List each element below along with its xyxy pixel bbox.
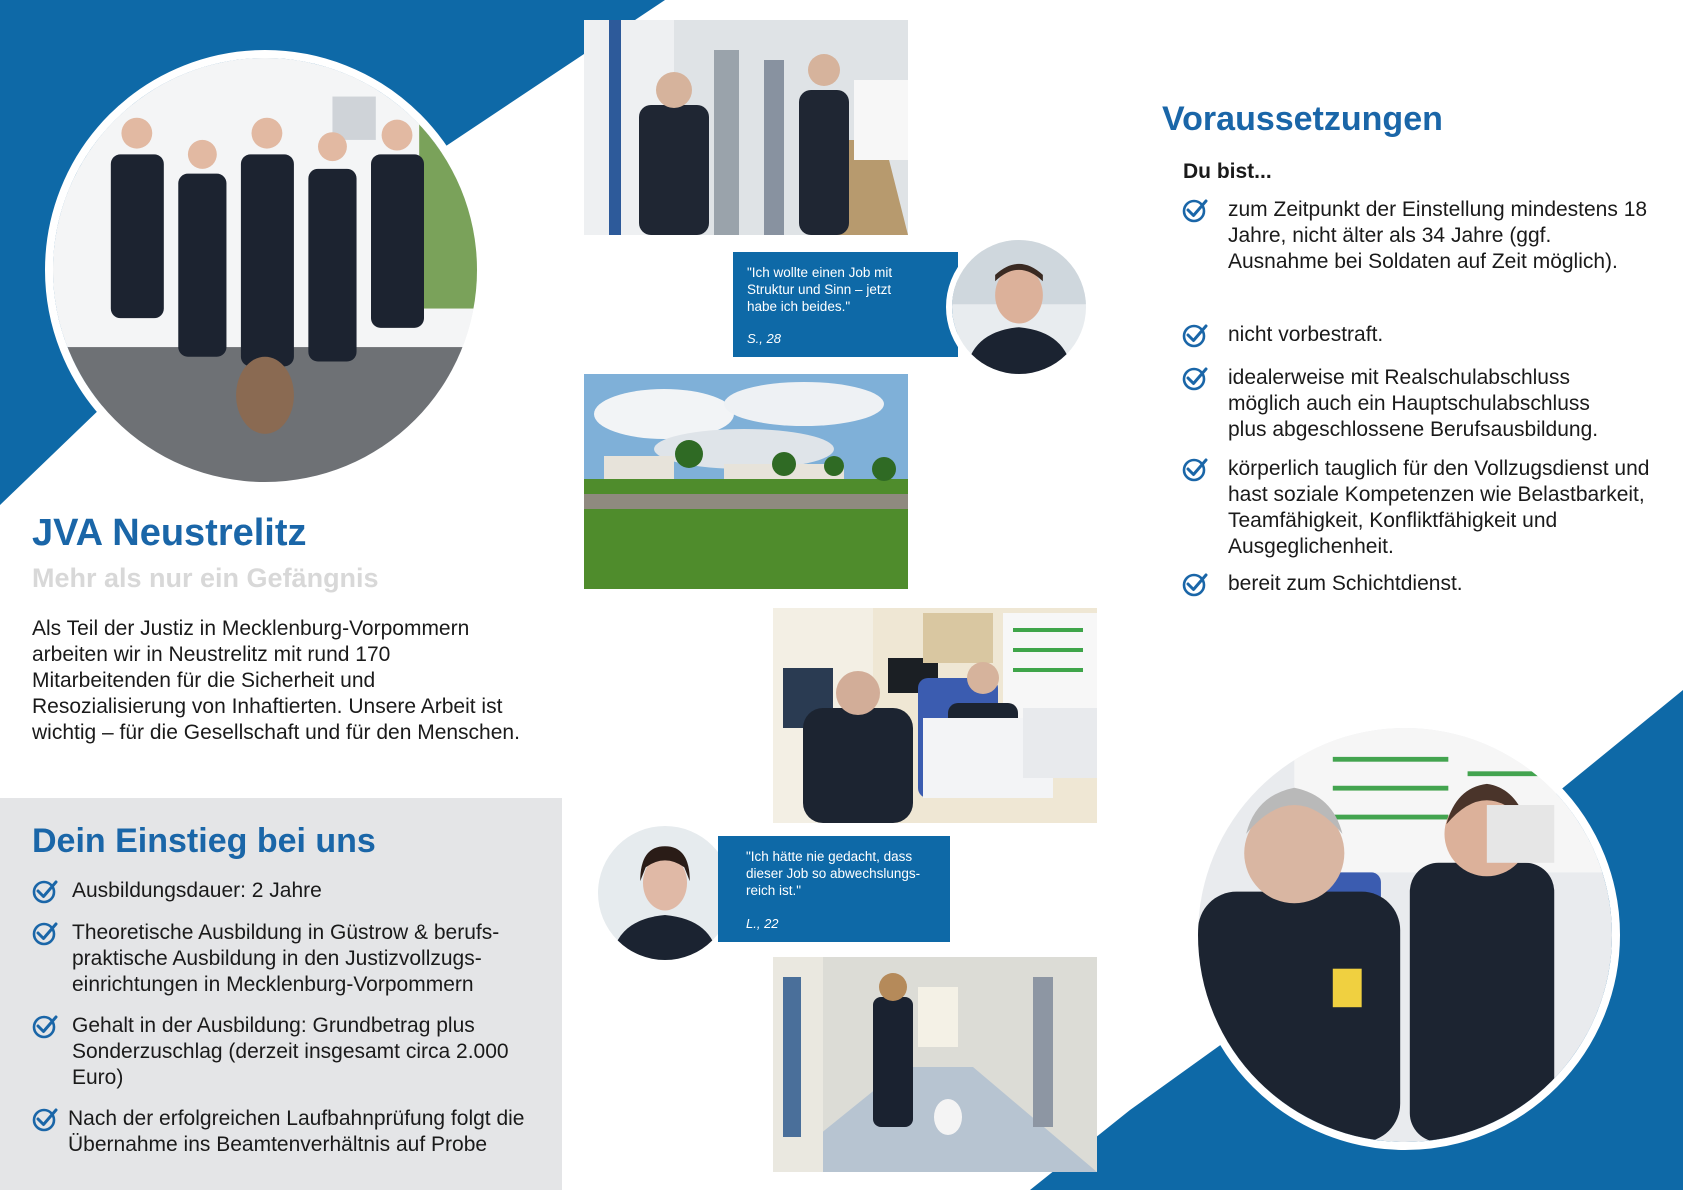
page-title: JVA Neustrelitz: [32, 512, 307, 554]
check-circle-icon: [1182, 197, 1208, 223]
voraussetzung-item-text: idealerweise mit Realschulabschluss möglich auch ein Hauptschulabschluss plus abgeschlossene Berufsausbildung.: [1228, 366, 1599, 441]
einstieg-item-text: Ausbildungsdauer: 2 Jahre: [72, 879, 322, 902]
einstieg-item: [32, 1013, 542, 1091]
check-circle-icon: [32, 1013, 58, 1039]
quote-text: "Ich hätte nie gedacht, dass dieser Job so abwechslungs-reich ist.": [746, 849, 921, 898]
einstieg-item-text: Nach der erfolgreichen Laufbahnprüfung folgt die Übernahme ins Beamtenverhältnis auf Probe: [68, 1107, 525, 1156]
check-circle-icon: [1182, 322, 1208, 348]
einstieg-item-text: Gehalt in der Ausbildung: Grundbetrag plus Sonderzuschlag (derzeit insgesamt circa 2.000 Euro): [72, 1014, 509, 1089]
prison-grounds-photo: [584, 374, 908, 589]
check-circle-icon: [32, 920, 58, 946]
check-circle-icon: [32, 878, 58, 904]
voraussetzungen-lead: Du bist...: [1183, 160, 1272, 183]
voraussetzung-item-text: bereit zum Schichtdienst.: [1228, 572, 1463, 595]
einstieg-heading: Dein Einstieg bei uns: [32, 822, 376, 860]
einstieg-item: [32, 878, 542, 904]
check-circle-icon: [1182, 571, 1208, 597]
hallway-dog-photo: [773, 957, 1097, 1172]
quote-box-2: [718, 836, 950, 942]
voraussetzung-item: [1182, 365, 1662, 443]
voraussetzung-item: [1182, 322, 1662, 348]
check-circle-icon: [32, 1106, 58, 1132]
corridor-photo: [584, 20, 908, 235]
quote-text: "Ich wollte einen Job mit Struktur und Sinn – jetzt habe ich beides.": [747, 265, 893, 314]
voraussetzung-item: [1182, 456, 1662, 560]
page-subtitle: Mehr als nur ein Gefängnis: [32, 563, 379, 593]
portrait-female: [592, 820, 738, 966]
einstieg-item: [32, 1106, 552, 1158]
voraussetzungen-heading: Voraussetzungen: [1162, 100, 1443, 138]
control-room-photo: [1190, 720, 1620, 1150]
voraussetzung-item-text: nicht vorbestraft.: [1228, 323, 1384, 346]
voraussetzung-item-text: körperlich tauglich für den Vollzugsdienst und hast soziale Kompetenzen wie Belastbarkeit, Teamfähigkeit, Konfliktfähigkeit und Ausgeglichenheit.: [1228, 457, 1650, 558]
office-photo: [773, 608, 1097, 823]
check-circle-icon: [1182, 456, 1208, 482]
check-circle-icon: [1182, 365, 1208, 391]
team-photo: [45, 50, 485, 490]
portrait-male: [946, 234, 1092, 380]
einstieg-item: [32, 920, 542, 998]
voraussetzung-item: [1182, 571, 1662, 597]
quote-author: L., 22: [746, 916, 779, 931]
quote-author: S., 28: [747, 331, 781, 346]
voraussetzung-item-text: zum Zeitpunkt der Einstellung mindestens 18 Jahre, nicht älter als 34 Jahre (ggf. Ausnahme bei Soldaten auf Zeit möglich).: [1228, 198, 1648, 273]
einstieg-item-text: Theoretische Ausbildung in Güstrow & berufs-praktische Ausbildung in den Justizvollzugs-einrichtungen in Mecklenburg-Vorpommern: [72, 921, 500, 996]
voraussetzung-item: [1182, 197, 1662, 275]
intro-text: Als Teil der Justiz in Mecklenburg-Vorpommern arbeiten wir in Neustrelitz mit rund 170 Mitarbeitenden für die Sicherheit und Resozialisierung von Inhaftierten. Unsere Arbeit ist wichtig – für die Gesellschaft und für den Menschen.: [32, 617, 520, 744]
quote-box-1: [733, 252, 958, 357]
